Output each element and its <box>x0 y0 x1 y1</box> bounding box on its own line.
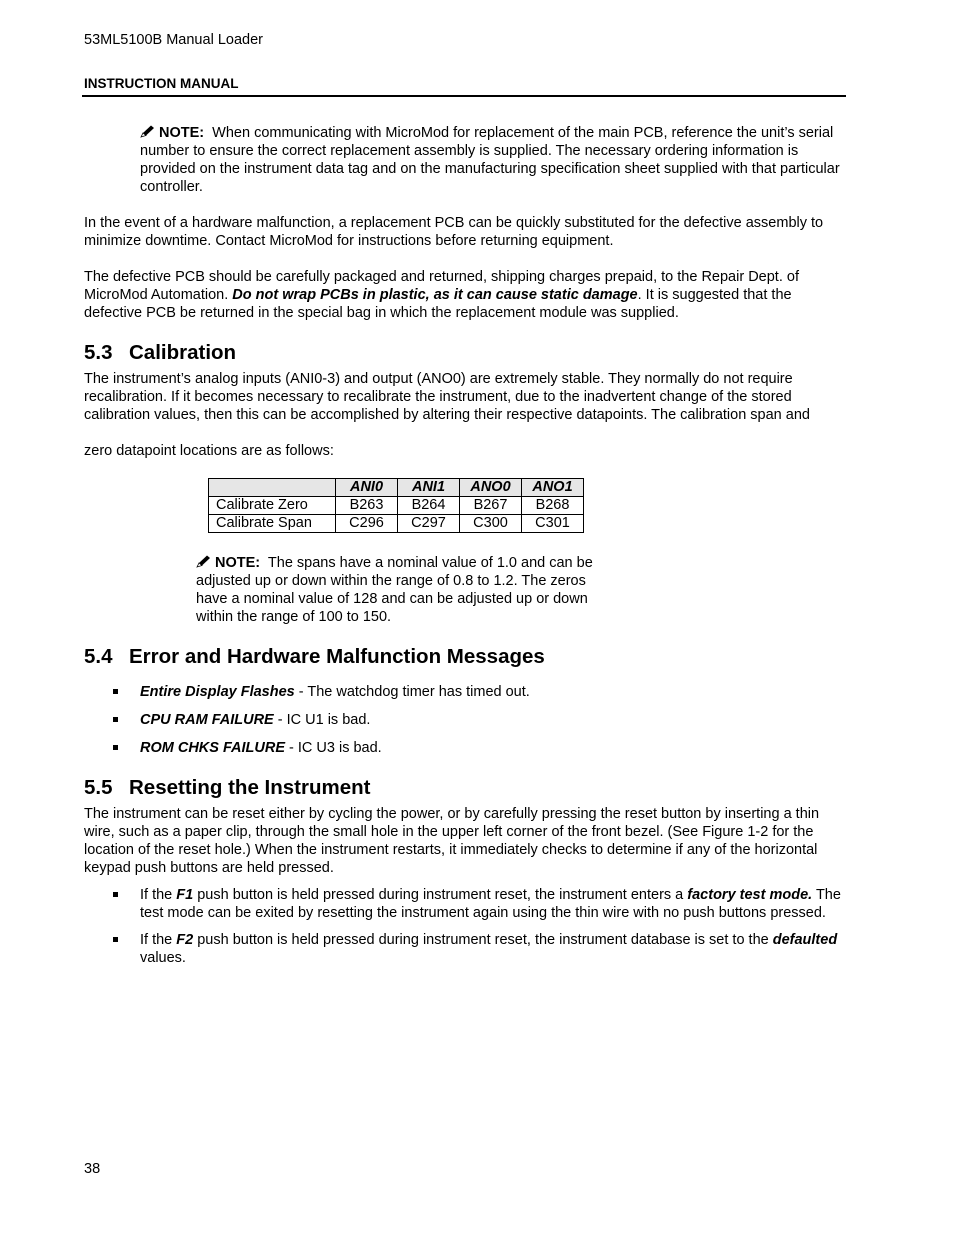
table-cell: B267 <box>460 497 522 515</box>
pencil-icon <box>196 555 211 568</box>
text-run: If the <box>140 932 177 948</box>
table-header-cell: ANI1 <box>398 479 460 497</box>
heading-error-messages <box>84 645 545 669</box>
table-header-row <box>209 479 584 497</box>
table-cell: C297 <box>398 515 460 533</box>
heading-number: 5.4 <box>84 645 113 668</box>
note-replacement-pcb <box>140 124 840 196</box>
heading-resetting <box>84 776 370 800</box>
table-row <box>209 497 584 515</box>
paragraph-hardware-malfunction: In the event of a hardware malfunction, a replacement PCB can be quickly substituted for the defective assembly to minimize downtime. Contact MicroMod for instructions before returning equipment. <box>84 215 824 249</box>
text-run: values. <box>140 950 186 966</box>
list-item <box>84 711 844 729</box>
error-term: Entire Display Flashes <box>140 684 295 700</box>
header-rule <box>82 95 846 97</box>
list-item <box>84 886 844 922</box>
error-desc: - The watchdog timer has timed out. <box>294 684 530 700</box>
key-term: factory test mode. <box>687 887 813 903</box>
table-cell: C296 <box>336 515 398 533</box>
document-title: 53ML5100B Manual Loader <box>84 32 263 48</box>
bullet-icon <box>113 892 118 897</box>
note-text: When communicating with MicroMod for replacement of the main PCB, reference the unit’s serial number to ensure the correct replacement assembly is supplied. The necessary ordering information is provided on the instrument data tag and on the manufacturing specification sheet supplied with that particular controller. <box>140 125 840 195</box>
error-desc: - IC U1 is bad. <box>273 712 371 728</box>
list-item <box>84 931 844 967</box>
table-cell: B264 <box>398 497 460 515</box>
error-term: CPU RAM FAILURE <box>140 712 274 728</box>
table-cell: C300 <box>460 515 522 533</box>
warning-text: Do not wrap PCBs in plastic, as it can cause static damage <box>232 287 638 303</box>
table-row <box>209 515 584 533</box>
table-header-cell: ANI0 <box>336 479 398 497</box>
note-calibration-ranges <box>196 554 608 626</box>
note-label: NOTE: <box>215 555 261 571</box>
reset-options-list <box>84 886 844 967</box>
note-label: NOTE: <box>159 125 205 141</box>
key-term: F1 <box>176 887 194 903</box>
text-run: push button is held pressed during instrument reset, the instrument enters a <box>193 887 688 903</box>
heading-text: Error and Hardware Malfunction Messages <box>129 645 545 668</box>
table-header-cell: ANO1 <box>522 479 584 497</box>
heading-text: Resetting the Instrument <box>129 776 371 799</box>
text-run: If the <box>140 887 177 903</box>
bullet-icon <box>113 717 118 722</box>
heading-text: Calibration <box>129 341 237 364</box>
table-cell: B268 <box>522 497 584 515</box>
heading-number: 5.3 <box>84 341 113 364</box>
list-item <box>84 683 844 701</box>
table-header-cell: ANO0 <box>460 479 522 497</box>
calibration-table <box>208 478 584 533</box>
error-message-list <box>84 683 844 757</box>
text-run: The test mode can be exited by resetting the instrument again using the thin wire with no push buttons pressed. <box>140 887 841 921</box>
table-cell: Calibrate Zero <box>209 497 336 515</box>
manual-section-header: INSTRUCTION MANUAL <box>84 76 239 91</box>
list-item <box>84 739 844 757</box>
text-run: The defective PCB should be carefully packaged and returned, shipping charges prepaid, to the Repair Dept. of MicroMod Automation. <box>84 269 799 303</box>
paragraph-calibration: The instrument’s analog inputs (ANI0-3) and output (ANO0) are extremely stable. They normally do not require recalibration. If it becomes necessary to recalibrate the instrument, due to the inadvertent change of the stored calibration values, then this can be accomplished by altering their respective datapoints. The calibration span and <box>84 371 810 423</box>
error-term: ROM CHKS FAILURE <box>140 740 285 756</box>
heading-calibration <box>84 341 236 365</box>
paragraph-defective-pcb <box>84 268 844 322</box>
bullet-icon <box>113 689 118 694</box>
table-header-cell <box>209 479 336 497</box>
heading-number: 5.5 <box>84 776 113 799</box>
paragraph-resetting: The instrument can be reset either by cycling the power, or by carefully pressing the reset button by inserting a thin wire, such as a paper clip, through the small hole in the upper left corner of the front bezel. (See Figure 1-2 for the location of the reset hole.) When the instrument restarts, it immediately checks to determine if any of the horizontal keypad push buttons are held pressed. <box>84 806 820 876</box>
table-cell: B263 <box>336 497 398 515</box>
text-run: . It is suggested that the defective PCB be returned in the special bag in which the replacement module was supplied. <box>84 287 792 321</box>
bullet-icon <box>113 745 118 750</box>
table-cell: C301 <box>522 515 584 533</box>
key-term: defaulted <box>772 932 838 948</box>
note-text: The spans have a nominal value of 1.0 and can be adjusted up or down within the range of 0.8 to 1.2. The zeros have a nominal value of 128 and can be adjusted up or down within the range of 100 to 150. <box>196 555 593 625</box>
key-term: F2 <box>176 932 194 948</box>
error-desc: - IC U3 is bad. <box>285 740 382 756</box>
page-number: 38 <box>84 1161 101 1177</box>
bullet-icon <box>113 937 118 942</box>
paragraph-calibration-cont: zero datapoint locations are as follows: <box>84 443 334 459</box>
text-run: push button is held pressed during instrument reset, the instrument database is set to the <box>193 932 773 948</box>
pencil-icon <box>140 125 155 138</box>
table-cell: Calibrate Span <box>209 515 336 533</box>
